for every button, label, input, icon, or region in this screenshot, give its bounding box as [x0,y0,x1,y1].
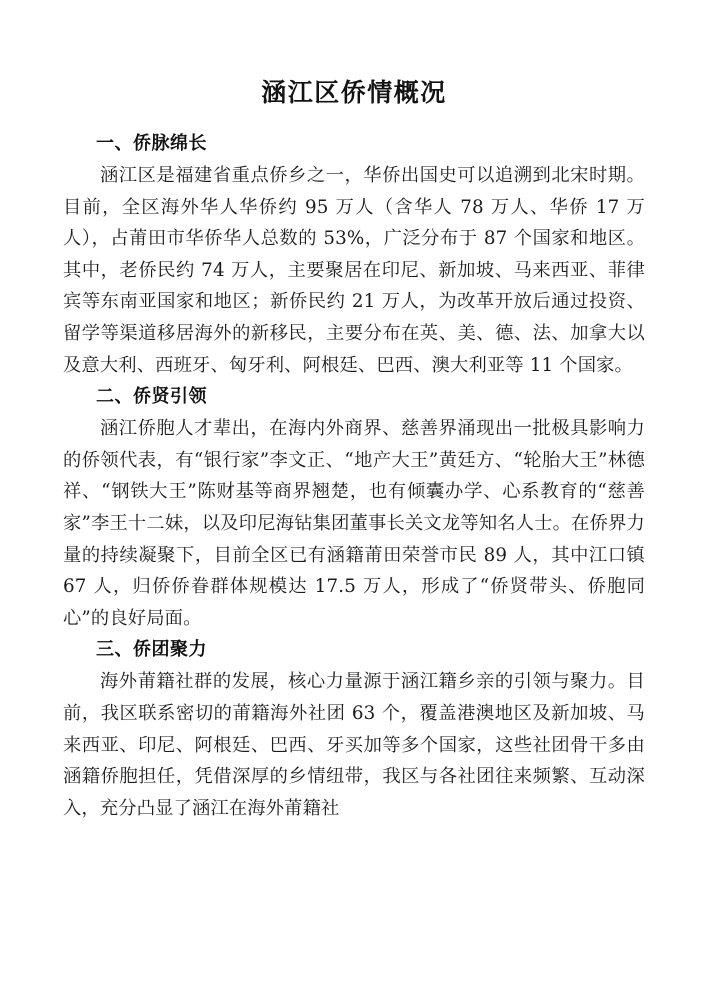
page-title: 涵江区侨情概况 [261,78,447,107]
section-paragraph-3: 海外莆籍社群的发展，核心力量源于涵江籍乡亲的引领与聚力。目前，我区联系密切的莆籍海外社团 63 个，覆盖港澳地区及新加坡、马来西亚、印尼、阿根廷、巴西、牙买加等多个国家，这些社团骨干多由涵籍侨胞担任，凭借深厚的乡情纽带，我区与各社团往来频繁、互动深入，充分凸显了涵江在海外莆籍社 [63,671,645,819]
section-heading-2: 二、侨贤引领 [96,386,207,408]
section-paragraph-1: 涵江区是福建省重点侨乡之一，华侨出国史可以追溯到北宋时期。目前，全区海外华人华侨约 95 万人（含华人 78 万人、华侨 17 万人），占莆田市华侨华人总数的 53%，广泛分布于 87 个国家和地区。其中，老侨民约 74 万人，主要聚居在印尼、新加坡、马来西亚、菲律宾等东南亚国家和地区；新侨民约 21 万人，为改革开放后通过投资、留学等渠道移居海外的新移民，主要分布在英、美、德、法、加拿大以及意大利、西班牙、匈牙利、阿根廷、巴西、澳大利亚等 11 个国家。 [63,165,645,376]
document-body [63,110,645,824]
section-heading-1: 一、侨脉绵长 [96,133,207,154]
section-paragraph-2: 涵江侨胞人才辈出，在海内外商界、慈善界涌现出一批极具影响力的侨领代表，有“银行家”李文正、“地产大王”黄廷方、“轮胎大王”林德祥、“钢铁大王”陈财基等商界翘楚，也有倾囊办学、心系教育的“慈善家”李王十二妹，以及印尼海钻集团董事长关文龙等知名人士。在侨界力量的持续凝聚下，目前全区已有涵籍莆田荣誉市民 89 人，其中江口镇 67 人，归侨侨眷群体规模达 17.5 万人，形成了“侨贤带头、侨胞同心”的良好局面。 [63,418,645,629]
section-heading-3: 三、侨团聚力 [96,639,207,661]
